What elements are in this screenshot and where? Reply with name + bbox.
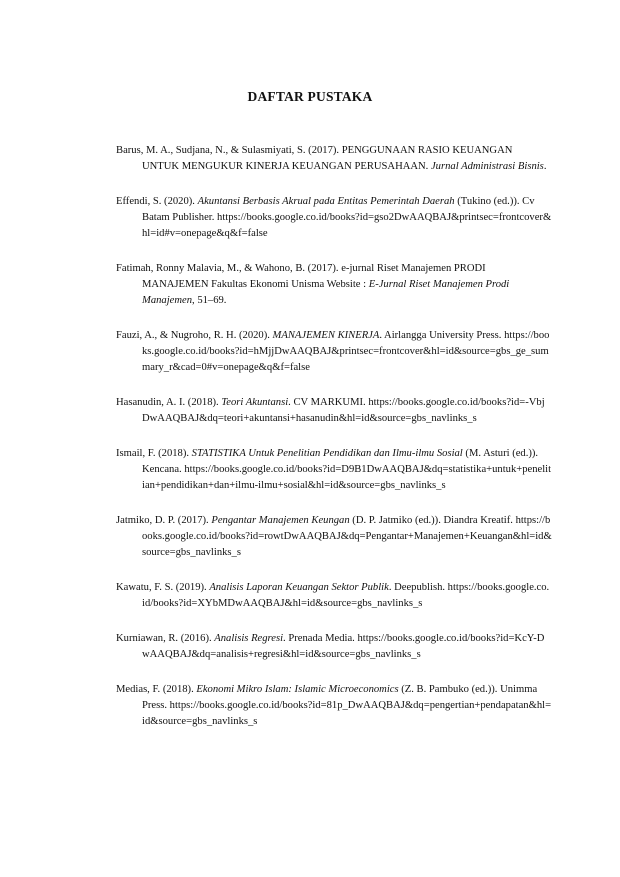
reference-entry: [116, 682, 552, 730]
reference-text-tail: . Deepublish.: [388, 582, 448, 593]
reference-url: https://books.google.co.id/books?id=XYbMDwAAQBAJ&hl=id&source=gbs_navlinks_s: [142, 582, 550, 609]
reference-source-title: STATISTIKA Untuk Penelitian Pendidikan dan Ilmu-ilmu Sosial: [191, 448, 463, 459]
reference-text-tail: .: [543, 161, 547, 172]
reference-text-tail: (M. Asturi (ed.)). Kencana.: [142, 448, 539, 475]
reference-url: https://books.google.co.id/books?id=rowtDwAAQBAJ&dq=Pengantar+Manajemen+Keuangan&hl=id&source=gbs_navlinks_s: [142, 515, 552, 558]
reference-entry: [116, 395, 552, 427]
reference-source-title: Teori Akuntansi: [221, 397, 289, 408]
reference-url: https://books.google.co.id/books?id=KcY-DwAAQBAJ&dq=analisis+regresi&hl=id&source=gbs_navlinks_s: [142, 633, 545, 660]
reference-entry: [116, 261, 552, 309]
reference-entry: [116, 580, 552, 612]
reference-text: Kurniawan, R. (2016).: [116, 633, 215, 644]
reference-text: Hasanudin, A. I. (2018).: [116, 397, 222, 408]
reference-entry: [116, 328, 552, 376]
reference-url: https://books.google.co.id/books?id=gso2DwAAQBAJ&printsec=frontcover&hl=id#v=onepage&q&f=false: [142, 212, 552, 239]
reference-text-tail: , 51–69.: [192, 295, 227, 306]
reference-url: https://books.google.co.id/books?id=D9B1DwAAQBAJ&dq=statistika+untuk+penelitian+pendidikan+dan+ilmu-ilmu+sosial&hl=id&source=gbs_navlinks_s: [142, 464, 552, 491]
reference-url: https://books.google.co.id/books?id=-VbjDwAAQBAJ&dq=teori+akuntansi+hasanudin&hl=id&source=gbs_navlinks_s: [142, 397, 545, 424]
reference-entry: [116, 513, 552, 561]
reference-source-title: Jurnal Administrasi Bisnis: [430, 161, 544, 172]
reference-source-title: Ekonomi Mikro Islam: Islamic Microeconomics: [196, 684, 399, 695]
reference-source-title: Pengantar Manajemen Keungan: [211, 515, 350, 526]
reference-text: Jatmiko, D. P. (2017).: [116, 515, 212, 526]
reference-text-tail: (Z. B. Pambuko (ed.)). Unimma Press.: [142, 684, 538, 711]
reference-list: [116, 143, 552, 749]
reference-text: Fauzi, A., & Nugroho, R. H. (2020).: [116, 330, 273, 341]
reference-text: Fatimah, Ronny Malavia, M., & Wahono, B. (2017). e-jurnal Riset Manajemen PRODI MANAJEMEN Fakultas Ekonomi Unisma Website :: [116, 263, 486, 290]
reference-text: Barus, M. A., Sudjana, N., & Sulasmiyati, S. (2017). PENGGUNAAN RASIO KEUANGAN UNTUK MENGUKUR KINERJA KEUANGAN PERUSAHAAN.: [116, 145, 513, 172]
reference-text-tail: (Tukino (ed.)). Cv Batam Publisher.: [142, 196, 535, 223]
reference-source-title: MANAJEMEN KINERJA: [272, 330, 380, 341]
reference-text-tail: . Airlangga University Press.: [379, 330, 505, 341]
reference-text-tail: (D. P. Jatmiko (ed.)). Diandra Kreatif.: [349, 515, 516, 526]
reference-text: Ismail, F. (2018).: [116, 448, 192, 459]
reference-url: https://books.google.co.id/books?id=hMjjDwAAQBAJ&printsec=frontcover&hl=id&source=gbs_ge_summary_r&cad=0#v=onepage&q&f=false: [142, 330, 550, 373]
reference-source-title: Analisis Laporan Keuangan Sektor Publik: [209, 582, 389, 593]
reference-entry: [116, 194, 552, 242]
reference-source-title: Analisis Regresi: [214, 633, 284, 644]
page-title: DAFTAR PUSTAKA: [247, 89, 373, 104]
reference-entry: [116, 446, 552, 494]
reference-url: https://books.google.co.id/books?id=81p_DwAAQBAJ&dq=pengertian+pendapatan&hl=id&source=gbs_navlinks_s: [142, 700, 552, 727]
reference-text-tail: . Prenada Media.: [283, 633, 358, 644]
reference-text-tail: . CV MARKUMI.: [288, 397, 369, 408]
reference-entry: [116, 143, 552, 175]
reference-text: Kawatu, F. S. (2019).: [116, 582, 210, 593]
reference-source-title: Akuntansi Berbasis Akrual pada Entitas Pemerintah Daerah: [197, 196, 455, 207]
reference-text: Medias, F. (2018).: [116, 684, 197, 695]
reference-source-title: E-Jurnal Riset Manajemen Prodi Manajemen: [142, 279, 510, 306]
reference-text: Effendi, S. (2020).: [116, 196, 198, 207]
reference-entry: [116, 631, 552, 663]
